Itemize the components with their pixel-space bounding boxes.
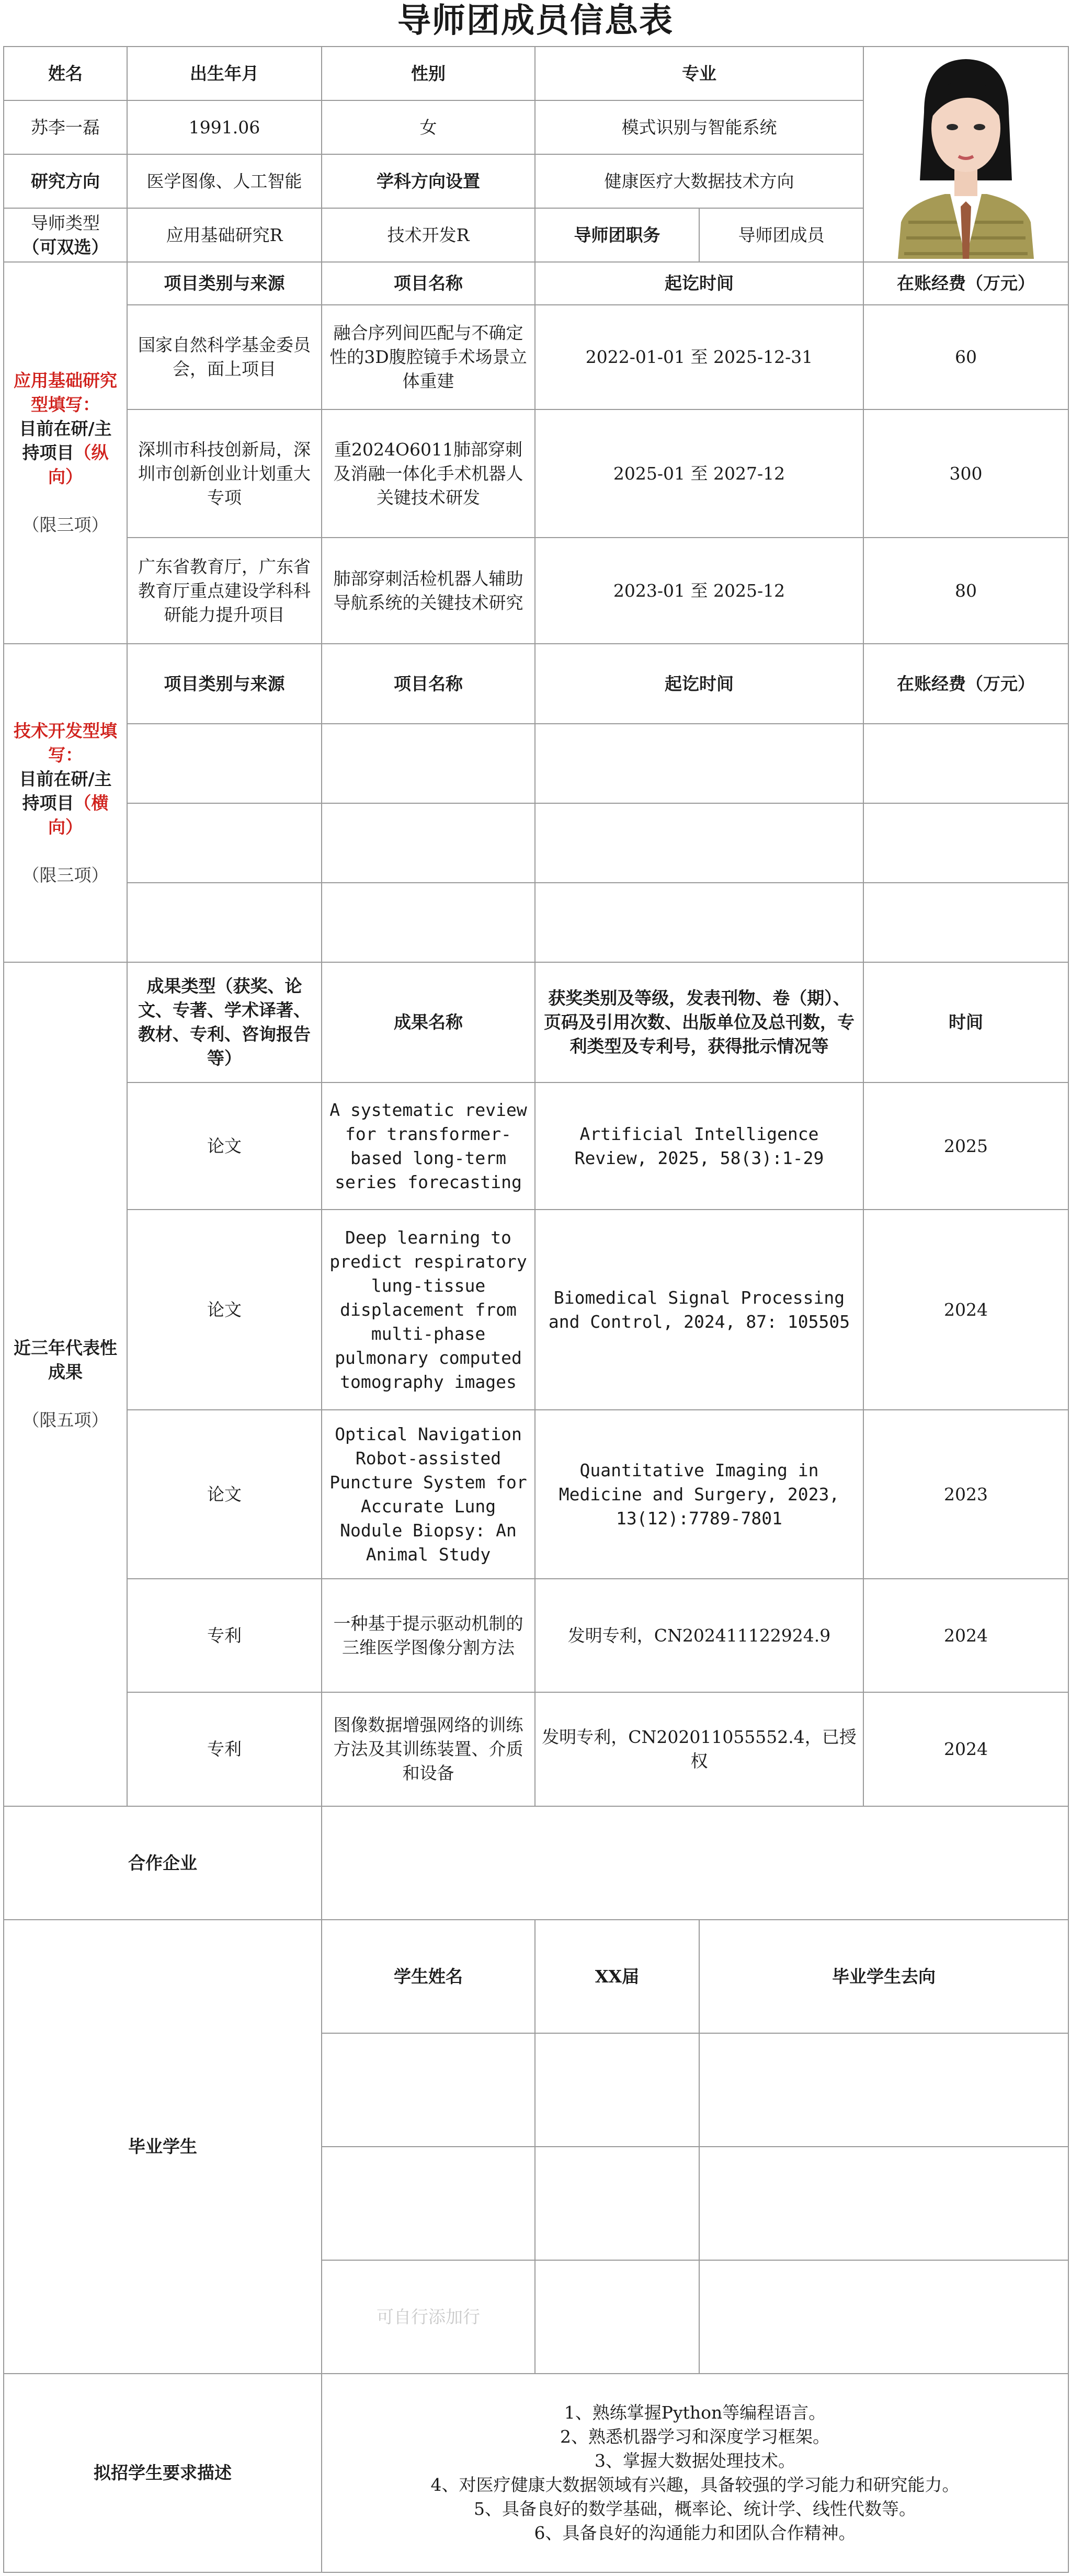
graduates-header-name: 学生姓名 — [322, 1920, 535, 2033]
requirement-line: 4、对医疗健康大数据领域有兴趣，具备较强的学习能力和研究能力。 — [430, 2475, 960, 2495]
applied-row-funds: 80 — [863, 538, 1068, 644]
graduate-cell-empty[interactable] — [535, 2147, 699, 2260]
graduate-cell-empty[interactable] — [699, 2260, 1068, 2374]
achievement-detail: 发明专利，CN202011055552.4，已授权 — [535, 1692, 863, 1806]
tech-section-label — [4, 644, 127, 962]
table-row — [4, 803, 1068, 883]
role-label: 导师团职务 — [535, 208, 699, 262]
applied-label-mid-1: 目前在研/主 — [19, 418, 112, 439]
birth-value: 1991.06 — [127, 100, 322, 154]
gender-label: 性别 — [322, 47, 535, 100]
achievement-detail: Biomedical Signal Processing and Control, 2024, 87: 105505 — [535, 1210, 863, 1410]
applied-header-period: 起讫时间 — [535, 262, 863, 305]
requirements-list — [322, 2374, 1068, 2572]
research-label: 研究方向 — [4, 154, 127, 208]
graduates-header-year: XX届 — [535, 1920, 699, 2033]
tech-cell-empty[interactable] — [127, 803, 322, 883]
form-title: 导师团成员信息表 — [397, 2, 674, 40]
applied-label-dir-2: 向） — [48, 466, 83, 487]
tech-label-red-1: 技术开发型填 — [14, 720, 117, 741]
applied-row-period: 2023-01 至 2025-12 — [535, 538, 863, 644]
achievements-label-1: 近三年代表性 — [14, 1338, 117, 1358]
gender-value: 女 — [322, 100, 535, 154]
achievement-type: 专利 — [127, 1579, 322, 1692]
applied-label-red-1: 应用基础研究 — [14, 370, 117, 391]
achievement-year: 2024 — [863, 1210, 1068, 1410]
table-row — [4, 1410, 1068, 1579]
tech-limit: （限三项） — [22, 864, 109, 885]
major-value: 模式识别与智能系统 — [535, 100, 863, 154]
table-row — [4, 538, 1068, 644]
tech-label-dir-2: 向） — [48, 816, 83, 837]
table-row — [4, 305, 1068, 409]
cooperation-label: 合作企业 — [4, 1806, 322, 1920]
applied-row-name: 融合序列间匹配与不确定性的3D腹腔镜手术场景立体重建 — [322, 305, 535, 409]
applied-row-period: 2025-01 至 2027-12 — [535, 409, 863, 538]
major-label: 专业 — [535, 47, 863, 100]
tech-cell-empty[interactable] — [535, 883, 863, 962]
tech-cell-empty[interactable] — [322, 883, 535, 962]
mentor-type-label — [4, 208, 127, 262]
achievements-header-detail: 获奖类别及等级，发表刊物、卷（期）、页码及引用次数、出版单位及总刊数，专利类型及专利号，获得批示情况等 — [535, 962, 863, 1082]
tech-cell-empty[interactable] — [535, 724, 863, 803]
research-value: 医学图像、人工智能 — [127, 154, 322, 208]
table-row — [4, 1082, 1068, 1210]
table-row — [4, 409, 1068, 538]
achievement-detail: Artificial Intelligence Review, 2025, 58(3):1-29 — [535, 1082, 863, 1210]
achievement-type: 论文 — [127, 1410, 322, 1579]
cooperation-value[interactable] — [322, 1806, 1068, 1920]
discipline-label: 学科方向设置 — [322, 154, 535, 208]
tech-cell-empty[interactable] — [322, 724, 535, 803]
applied-header-funds: 在账经费（万元） — [863, 262, 1068, 305]
mentor-type-a[interactable]: 应用基础研究R — [127, 208, 322, 262]
achievements-header-name: 成果名称 — [322, 962, 535, 1082]
name-value: 苏李一磊 — [4, 100, 127, 154]
graduates-label: 毕业学生 — [4, 1920, 322, 2374]
tech-label-mid-1: 目前在研/主 — [19, 768, 112, 789]
photo-cell — [863, 47, 1068, 262]
table-row — [4, 724, 1068, 803]
achievement-type: 专利 — [127, 1692, 322, 1806]
achievements-header-type: 成果类型（获奖、论文、专著、学术译著、教材、专利、咨询报告等） — [127, 962, 322, 1082]
applied-header-name: 项目名称 — [322, 262, 535, 305]
achievement-year: 2024 — [863, 1692, 1068, 1806]
achievements-label-2: 成果 — [48, 1362, 83, 1382]
tech-cell-empty[interactable] — [322, 803, 535, 883]
requirement-line: 2、熟悉机器学习和深度学习框架。 — [560, 2426, 830, 2447]
portrait-photo-icon — [887, 50, 1044, 259]
achievement-year: 2023 — [863, 1410, 1068, 1579]
requirements-label: 拟招学生要求描述 — [4, 2374, 322, 2572]
graduate-cell-empty[interactable] — [699, 2147, 1068, 2260]
applied-row-funds: 300 — [863, 409, 1068, 538]
birth-label: 出生年月 — [127, 47, 322, 100]
mentor-info-table — [3, 46, 1069, 2573]
applied-label-mid-2: 持项目 — [22, 442, 74, 463]
tech-header-period: 起讫时间 — [535, 644, 863, 724]
graduate-cell-empty[interactable] — [535, 2033, 699, 2147]
applied-label-red-2: 型填写： — [31, 394, 100, 415]
graduate-cell-empty[interactable] — [699, 2033, 1068, 2147]
table-row — [4, 1579, 1068, 1692]
applied-label-dir-1: （纵 — [74, 442, 109, 463]
tech-cell-empty[interactable] — [863, 724, 1068, 803]
achievement-detail: 发明专利，CN202411122924.9 — [535, 1579, 863, 1692]
tech-header-funds: 在账经费（万元） — [863, 644, 1068, 724]
achievement-year: 2024 — [863, 1579, 1068, 1692]
requirement-line: 6、具备良好的沟通能力和团队合作精神。 — [534, 2523, 856, 2543]
tech-cell-empty[interactable] — [863, 803, 1068, 883]
tech-header-source: 项目类别与来源 — [127, 644, 322, 724]
achievement-detail: Quantitative Imaging in Medicine and Surgery, 2023, 13(12):7789-7801 — [535, 1410, 863, 1579]
mentor-type-label-line1: 导师类型 — [31, 212, 100, 233]
achievements-header-year: 时间 — [863, 962, 1068, 1082]
tech-cell-empty[interactable] — [127, 724, 322, 803]
requirement-line: 1、熟练掌握Python等编程语言。 — [564, 2402, 826, 2423]
applied-row-source: 广东省教育厅，广东省教育厅重点建设学科科研能力提升项目 — [127, 538, 322, 644]
applied-row-source: 国家自然科学基金委员会，面上项目 — [127, 305, 322, 409]
achievement-name: 一种基于提示驱动机制的三维医学图像分割方法 — [322, 1579, 535, 1692]
applied-row-source: 深圳市科技创新局，深圳市创新创业计划重大专项 — [127, 409, 322, 538]
table-row — [4, 1210, 1068, 1410]
applied-row-period: 2022-01-01 至 2025-12-31 — [535, 305, 863, 409]
achievement-name: 图像数据增强网络的训练方法及其训练装置、介质和设备 — [322, 1692, 535, 1806]
achievements-limit: （限五项） — [22, 1410, 109, 1430]
tech-cell-empty[interactable] — [535, 803, 863, 883]
applied-row-funds: 60 — [863, 305, 1068, 409]
graduate-cell-empty[interactable] — [322, 2147, 535, 2260]
achievement-year: 2025 — [863, 1082, 1068, 1210]
applied-section-label — [4, 262, 127, 644]
graduate-cell-empty[interactable] — [322, 2033, 535, 2147]
name-label: 姓名 — [4, 47, 127, 100]
tech-header-name: 项目名称 — [322, 644, 535, 724]
mentor-type-b[interactable]: 技术开发R — [322, 208, 535, 262]
achievement-type: 论文 — [127, 1210, 322, 1410]
tech-cell-empty[interactable] — [863, 883, 1068, 962]
applied-limit: （限三项） — [22, 515, 109, 535]
table-row — [4, 883, 1068, 962]
requirement-line: 3、掌握大数据处理技术。 — [595, 2450, 795, 2471]
graduates-header-destination: 毕业学生去向 — [699, 1920, 1068, 2033]
applied-row-name: 肺部穿刺活检机器人辅助导航系统的关键技术研究 — [322, 538, 535, 644]
tech-label-dir-1: （横 — [74, 792, 109, 813]
table-row — [4, 1692, 1068, 1806]
achievement-name: A systematic review for transformer-based long-term series forecasting — [322, 1082, 535, 1210]
achievement-type: 论文 — [127, 1082, 322, 1210]
mentor-type-label-line2: （可双选） — [22, 236, 109, 257]
role-value: 导师团成员 — [699, 208, 863, 262]
tech-label-red-2: 写： — [48, 744, 83, 765]
achievement-name: Optical Navigation Robot-assisted Puncture System for Accurate Lung Nodule Biopsy: An Animal Study — [322, 1410, 535, 1579]
tech-cell-empty[interactable] — [127, 883, 322, 962]
tech-label-mid-2: 持项目 — [22, 792, 74, 813]
applied-row-name: 重2024O6011肺部穿刺及消融一体化手术机器人关键技术研发 — [322, 409, 535, 538]
requirement-line: 5、具备良好的数学基础，概率论、统计学、线性代数等。 — [474, 2499, 916, 2519]
graduate-cell-empty[interactable] — [535, 2260, 699, 2374]
applied-header-source: 项目类别与来源 — [127, 262, 322, 305]
achievements-section-label — [4, 962, 127, 1806]
achievement-name: Deep learning to predict respiratory lung-tissue displacement from multi-phase pulmonary computed tomography images — [322, 1210, 535, 1410]
add-row-hint[interactable]: 可自行添加行 — [322, 2260, 535, 2374]
discipline-value: 健康医疗大数据技术方向 — [535, 154, 863, 208]
